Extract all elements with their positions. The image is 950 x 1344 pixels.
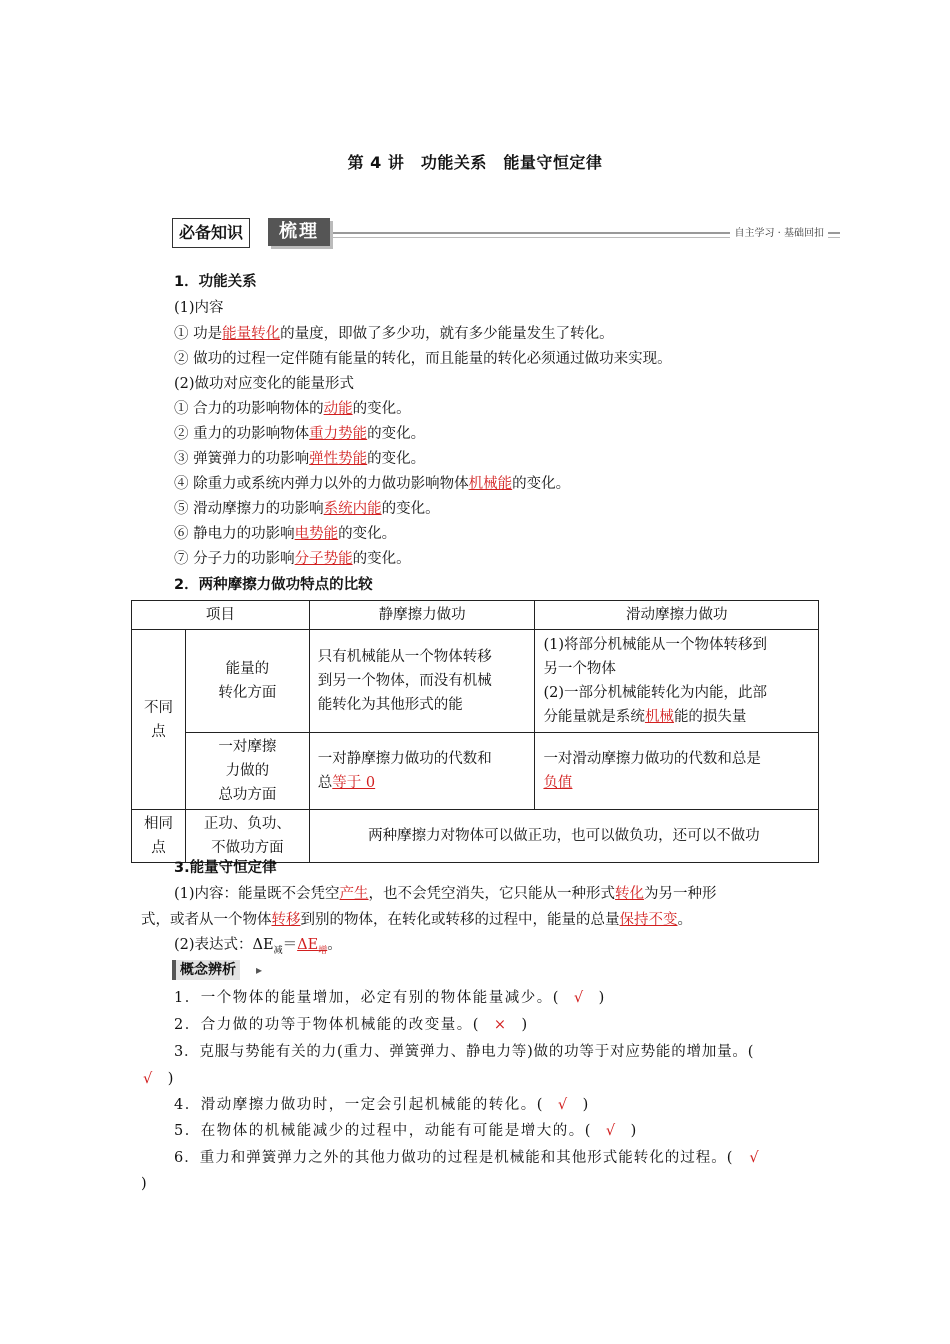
row-label-work-sign (185, 810, 309, 863)
row-label-total-work (185, 733, 309, 810)
energy-item (174, 449, 425, 469)
table-header-row (132, 601, 819, 630)
table-row (132, 630, 819, 733)
text: ，也不会凭空消失，它只能从一种形式 (368, 886, 616, 902)
section-3-p3 (174, 935, 342, 961)
answer-blank: 转移 (271, 912, 301, 928)
text: ) (630, 1123, 638, 1139)
energy-item (174, 424, 425, 444)
text: (2)表达式：ΔE (174, 937, 274, 953)
table-row (132, 810, 819, 863)
text: 的变化。 (352, 401, 411, 417)
question-3-cont (141, 1069, 175, 1089)
text: 能转化为其他形式的能 (317, 697, 463, 713)
section-1-line1 (174, 324, 614, 344)
text: 4．滑动摩擦力做功时，一定会引起机械能的转化。( (174, 1097, 544, 1113)
text: 为另一种形 (644, 886, 717, 902)
energy-item (174, 399, 411, 419)
text: ＝ (282, 937, 298, 953)
check-icon: √ (605, 1123, 617, 1139)
answer-blank: 电势能 (294, 526, 339, 542)
section-3-p2 (141, 910, 692, 930)
text: 的量度，即做了多少功，就有多少能量发生了转化。 (280, 326, 614, 342)
answer-blank: 保持不变 (619, 912, 678, 928)
answer-blank: 重力势能 (309, 426, 368, 442)
question-3: 3．克服与势能有关的力(重力、弹簧弹力、静电力等)做的功等于对应势能的增加量。( (174, 1044, 755, 1060)
check-icon: √ (557, 1097, 569, 1113)
text: ) (167, 1071, 175, 1087)
text: 力做的 (225, 763, 270, 779)
question-5 (174, 1121, 638, 1141)
text: 正功、负功、 (203, 816, 291, 832)
text: 能量的 (225, 661, 270, 677)
check-icon: √ (143, 1071, 154, 1087)
energy-item (174, 524, 396, 544)
concept-label: 概念辨析 (172, 960, 240, 980)
text: 一对滑动摩擦力做功的代数和总是 (543, 751, 761, 767)
friction-comparison-table (131, 600, 819, 863)
text: ③ 弹簧弹力的功影响 (174, 451, 310, 467)
section-1-line2: ② 做功的过程一定伴随有能量的转化，而且能量的转化必须通过做功来实现。 (174, 351, 672, 367)
question-6-cont: ) (141, 1176, 147, 1192)
text: 点 (151, 840, 166, 856)
text: (2)一部分机械能转化为内能，此部 (543, 685, 767, 701)
text: ) (598, 990, 606, 1006)
table-row (132, 733, 819, 810)
section-banner (172, 218, 840, 248)
text: (1)内容：能量既不会凭空 (174, 886, 340, 902)
text: ⑦ 分子力的功影响 (174, 551, 295, 567)
answer-blank: 能量转化 (222, 326, 281, 342)
energy-item (174, 549, 411, 569)
flag-icon: ▸ (256, 963, 263, 977)
answer-blank: 分子势能 (294, 551, 353, 567)
row-label-energy (185, 630, 309, 733)
cell-static-total (309, 733, 535, 810)
page-title: 第 4 讲 功能关系 能量守恒定律 (347, 153, 603, 172)
text: 只有机械能从一个物体转移 (317, 649, 492, 665)
text: 一对摩擦 (218, 739, 277, 755)
question-4 (174, 1095, 590, 1115)
text: 式，或者从一个物体 (141, 912, 272, 928)
text: 的变化。 (338, 526, 397, 542)
text: 总功方面 (218, 787, 277, 803)
text: ΔE (297, 937, 319, 953)
text: 6．重力和弹簧弹力之外的其他力做功的过程是机械能和其他形式能转化的过程。( (174, 1150, 734, 1166)
header-static: 静摩擦力做功 (309, 601, 535, 630)
section-2-heading: 2．两种摩擦力做功特点的比较 (174, 577, 373, 593)
banner-label-right: 梳理 (268, 218, 330, 246)
answer-blank: 动能 (323, 401, 353, 417)
text: ⑥ 静电力的功影响 (174, 526, 295, 542)
section-1-sub1: (1)内容 (174, 300, 224, 316)
text: 不同 (143, 699, 173, 716)
section-3-p1 (174, 884, 717, 904)
cell-static-energy (309, 630, 535, 733)
section-1-sub2: (2)做功对应变化的能量形式 (174, 376, 355, 392)
text: 能的损失量 (673, 709, 747, 725)
text: 到另一个物体，而没有机械 (317, 673, 492, 689)
question-2 (174, 1015, 529, 1035)
text: 到别的物体，在转化或转移的过程中，能量的总量 (300, 912, 620, 928)
banner-tag: 自主学习 · 基础回扣 (730, 224, 828, 239)
answer-blank: 负值 (543, 775, 573, 791)
answer-blank: 系统内能 (323, 501, 382, 517)
text: 1．一个物体的能量增加，必定有别的物体能量减少。( (174, 990, 560, 1006)
text: ① 功是 (174, 326, 223, 342)
text: (1)将部分机械能从一个物体转移到 (543, 637, 767, 653)
text: 一对静摩擦力做功的代数和 (317, 751, 492, 767)
answer-blank: 机械 (644, 709, 674, 725)
answer-blank: 转化 (615, 886, 645, 902)
answer-blank (297, 937, 328, 956)
row-label-same (132, 810, 186, 863)
header-item: 项目 (132, 601, 310, 630)
text: ) (582, 1097, 590, 1113)
text: ① 合力的功影响物体的 (174, 401, 324, 417)
text: 的变化。 (352, 551, 411, 567)
question-1 (174, 988, 606, 1008)
question-6 (174, 1148, 760, 1168)
section-3-heading: 3.能量守恒定律 (174, 860, 277, 876)
text: 。 (677, 912, 692, 928)
cell-sliding-energy (535, 630, 819, 733)
subscript: 减 (273, 945, 283, 956)
energy-item (174, 474, 570, 494)
text: 点 (151, 723, 166, 740)
text: 总 (317, 775, 333, 791)
text: ) (521, 1017, 529, 1033)
text: 的变化。 (512, 476, 571, 492)
text: ⑤ 滑动摩擦力的功影响 (174, 501, 324, 517)
text: 的变化。 (367, 426, 426, 442)
text: 相同 (143, 816, 173, 832)
text: 另一个物体 (543, 661, 616, 677)
text: 的变化。 (367, 451, 426, 467)
text: 5．在物体的机械能减少的过程中，动能有可能是增大的。( (174, 1123, 592, 1139)
text: ② 重力的功影响物体 (174, 426, 310, 442)
check-icon: √ (573, 990, 585, 1006)
answer-blank: 等于 0 (332, 775, 376, 791)
row-label-diff (132, 630, 186, 810)
answer-blank: 产生 (339, 886, 369, 902)
energy-item (174, 499, 440, 519)
text: 的变化。 (381, 501, 440, 517)
text: 不做功方面 (211, 840, 284, 856)
cross-icon: × (493, 1017, 508, 1033)
check-icon: √ (749, 1150, 760, 1166)
header-sliding: 滑动摩擦力做功 (535, 601, 819, 630)
text: 分能量就是系统 (543, 709, 645, 725)
text: 2．合力做的功等于物体机械能的改变量。( (174, 1017, 480, 1033)
section-1-heading: 1．功能关系 (174, 274, 257, 290)
answer-blank: 机械能 (468, 476, 513, 492)
text: 转化方面 (218, 685, 277, 701)
text: ④ 除重力或系统内弹力以外的力做功影响物体 (174, 476, 469, 492)
cell-sliding-total (535, 733, 819, 810)
banner-label-left: 必备知识 (172, 218, 250, 248)
text: 。 (327, 937, 342, 953)
subscript: 增 (318, 945, 328, 956)
answer-blank: 弹性势能 (309, 451, 368, 467)
cell-same: 两种摩擦力对物体可以做正功，也可以做负功，还可以不做功 (309, 810, 818, 863)
